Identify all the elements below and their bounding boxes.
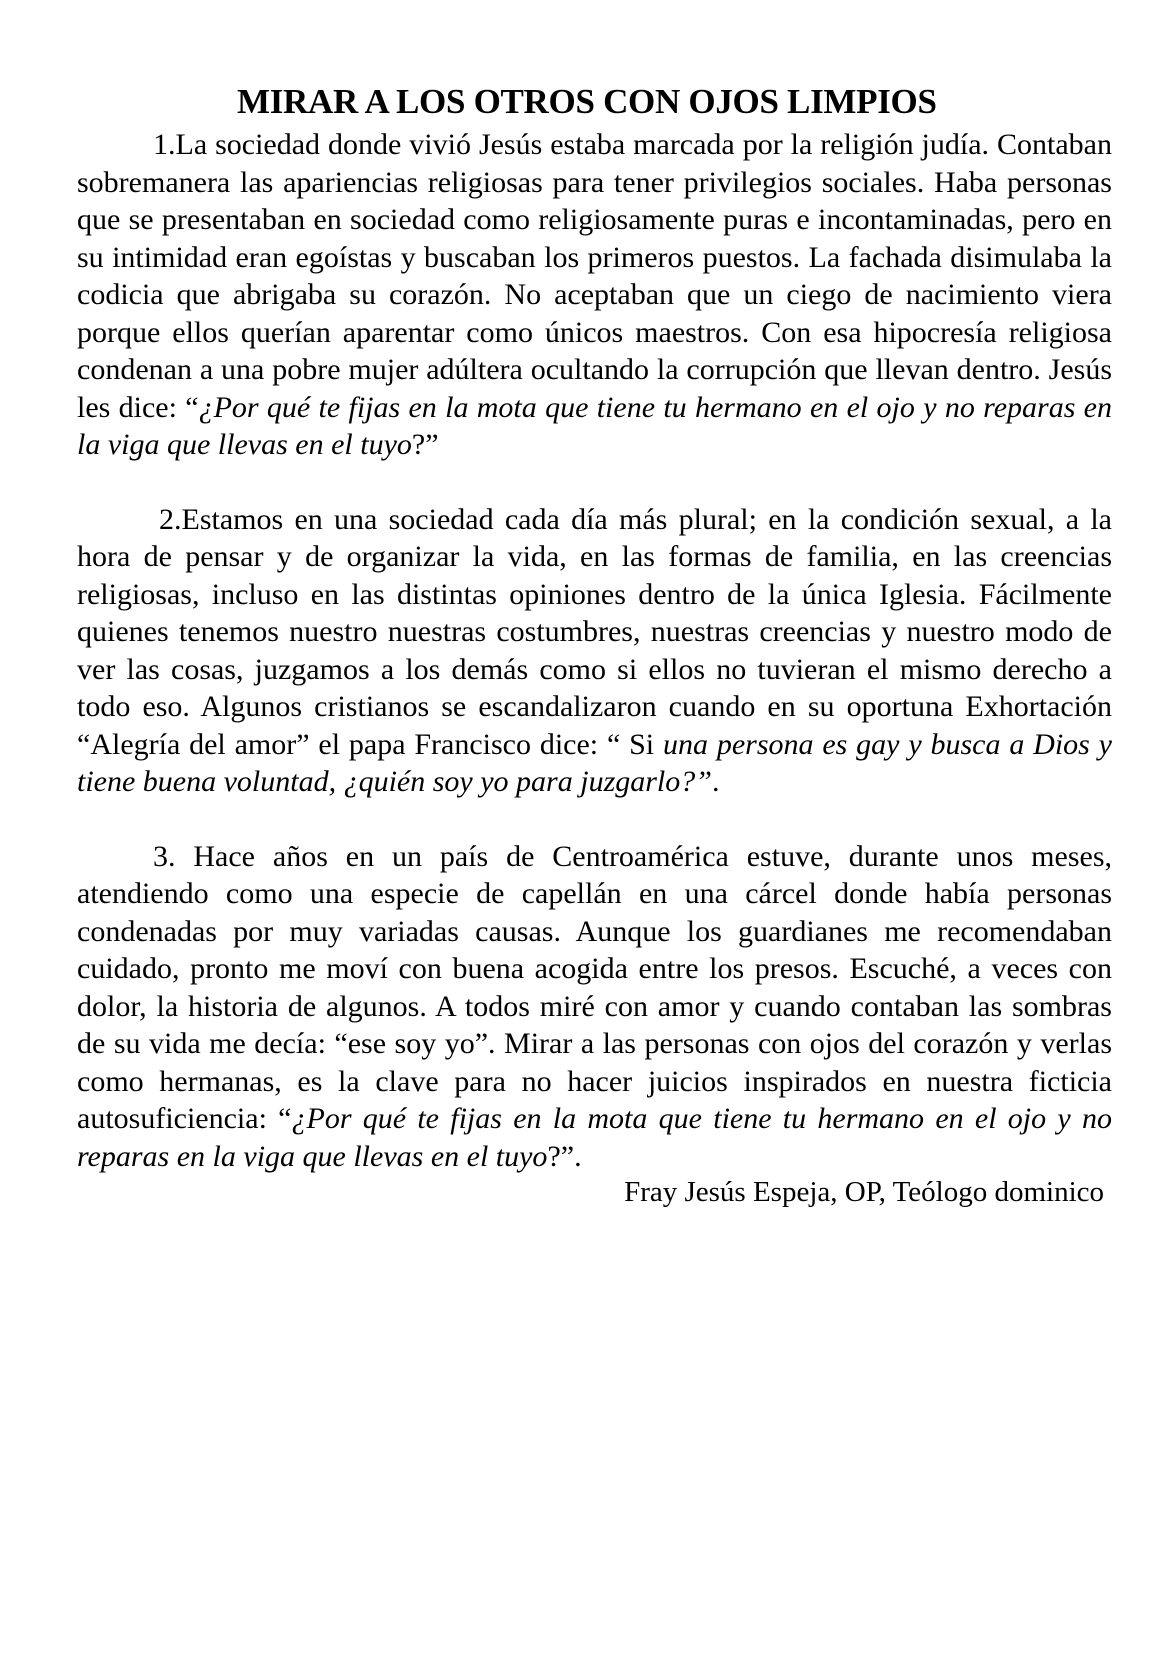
paragraph-3-text: 3. Hace años en un país de Centroamérica estuve, durante unos meses, atendiendo como una especie de capellán en una cárcel donde había personas condenadas por muy variadas causas. Aunque los guardianes me recomendaban cuidado, pronto me moví con buena acogida entre los presos. Escuché, a veces con dolor, la historia de algunos. A todos miré con amor y cuando contaban las sombras de su vida me decía: “ese soy yo”. Mirar a las personas con ojos del corazón y verlas como hermanas, es la clave para no hacer juicios inspirados en nuestra ficticia autosuficiencia: “ [77, 839, 1112, 1135]
author-signature: Fray Jesús Espeja, OP, Teólogo dominico [624, 1176, 1104, 1208]
paragraph-1-closing: ?” [411, 428, 439, 461]
paragraph-3-closing: ?”. [547, 1139, 582, 1173]
paragraph-1-quote: ¿Por qué te fijas en la mota que tiene tu hermano en el ojo y no reparas en la viga que llevas en el tuyo [77, 390, 1112, 461]
paragraph-1-text: 1.La sociedad donde vivió Jesús estaba marcada por la religión judía. Contaban sobremanera las apariencias religiosas para tener privilegios sociales. Haba personas que se presentaban en sociedad como religiosamente puras e incontaminadas, pero en su intimidad eran egoístas y buscaban los primeros puestos. La fachada disimulaba la codicia que abrigaba su corazón. No aceptaban que un ciego de nacimiento viera porque ellos querían aparentar como únicos maestros. Con esa hipocresía religiosa condenan a una pobre mujer adúltera ocultando la corrupción que llevan dentro. Jesús les dice: “ [77, 128, 1112, 424]
paragraph-2-quote: una persona es gay y busca a Dios y tiene buena voluntad, ¿quién soy yo para juzgarlo?” [77, 727, 1112, 798]
paragraph-2-closing: . [711, 765, 720, 798]
paragraph-1 [77, 126, 1112, 464]
document-title: MIRAR A LOS OTROS CON OJOS LIMPIOS [237, 82, 937, 121]
paragraph-3-quote: ¿Por qué te fijas en la mota que tiene tu hermano en el ojo y no reparas en la viga que llevas en el tuyo [77, 1102, 1112, 1173]
document-page [77, 82, 1112, 1209]
paragraph-2-text: 2.Estamos en una sociedad cada día más plural; en la condición sexual, a la hora de pensar y de organizar la vida, en las formas de familia, en las creencias religiosas, incluso en las distintas opiniones dentro de la única Iglesia. Fácilmente quienes tenemos nuestro nuestras costumbres, nuestras creencias y nuestro modo de ver las cosas, juzgamos a los demás como si ellos no tuvieran el mismo derecho a todo eso. Algunos cristianos se escandalizaron cuando en su oportuna Exhortación “Alegría del amor” el papa Francisco dice: “ Si [77, 502, 1112, 761]
paragraph-3 [77, 838, 1112, 1176]
paragraph-2 [77, 501, 1112, 801]
